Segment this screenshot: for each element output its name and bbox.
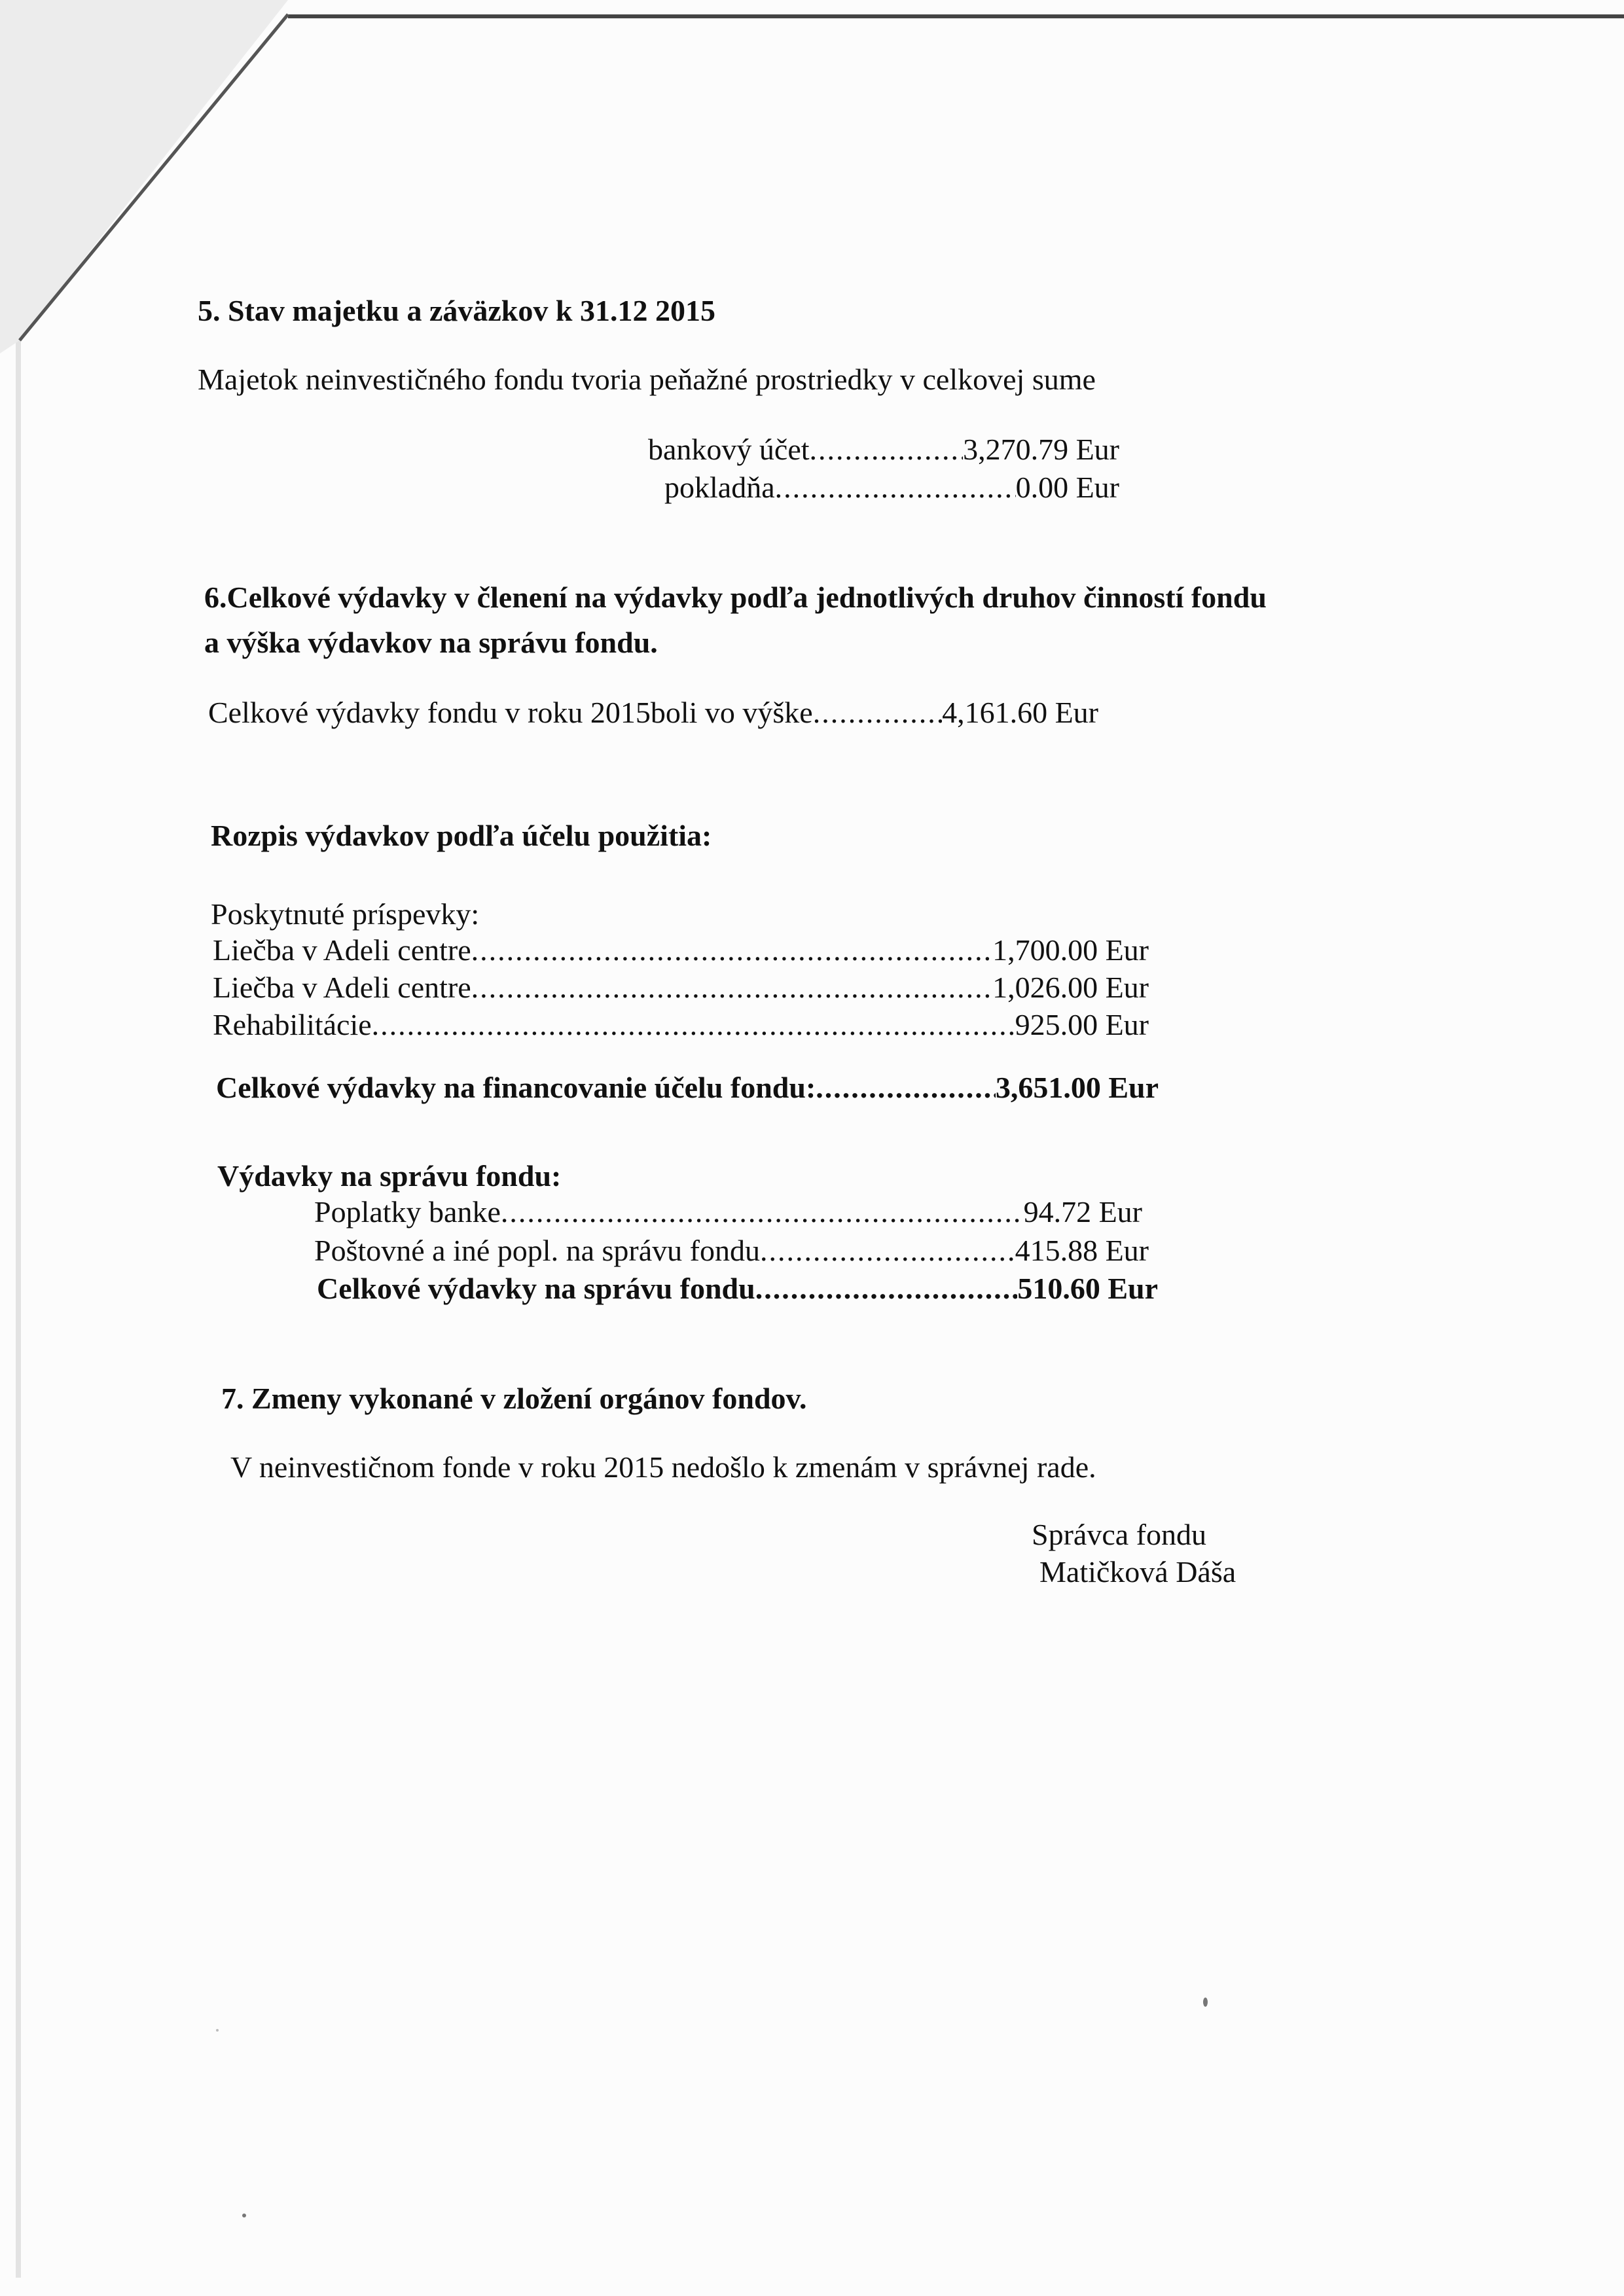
admin-label: Poplatky banke bbox=[314, 1195, 501, 1229]
total-expenses-value: 4,161.60 Eur bbox=[942, 696, 1098, 729]
contribution-row bbox=[213, 933, 1149, 967]
scan-top-edge bbox=[288, 14, 1624, 18]
scan-speck bbox=[216, 2029, 219, 2032]
dot-leader bbox=[810, 432, 964, 467]
section7-text: V neinvestičnom fonde v roku 2015 nedošlo k zmenám v správnej rade. bbox=[230, 1450, 1096, 1484]
contribution-row bbox=[213, 1007, 1149, 1042]
purpose-total-value: 3,651.00 Eur bbox=[995, 1071, 1159, 1104]
contribution-label: Liečba v Adeli centre bbox=[213, 971, 471, 1004]
section6-heading-line1: 6.Celkové výdavky v členení na výdavky podľa jednotlivých druhov činností fondu bbox=[204, 581, 1267, 614]
signature-role: Správca fondu bbox=[1032, 1518, 1206, 1551]
purpose-total-row bbox=[216, 1070, 1159, 1105]
dot-leader bbox=[816, 1070, 996, 1105]
dot-leader bbox=[471, 933, 992, 967]
contribution-label: Liečba v Adeli centre bbox=[213, 933, 471, 967]
admin-total-label: Celkové výdavky na správu fondu bbox=[317, 1272, 755, 1305]
dot-leader bbox=[471, 970, 992, 1005]
admin-row bbox=[314, 1194, 1142, 1229]
admin-value: 415.88 Eur bbox=[1015, 1234, 1149, 1267]
dot-leader bbox=[501, 1194, 1024, 1229]
contributions-subheading: Poskytnuté príspevky: bbox=[211, 897, 480, 931]
purpose-total-label: Celkové výdavky na financovanie účelu fondu: bbox=[216, 1071, 816, 1104]
dot-leader bbox=[755, 1271, 1018, 1306]
admin-value: 94.72 Eur bbox=[1023, 1195, 1142, 1229]
scan-speck bbox=[1203, 1998, 1208, 2007]
signature-name: Matičková Dáša bbox=[1039, 1555, 1236, 1588]
admin-total-value: 510.60 Eur bbox=[1017, 1272, 1158, 1305]
asset-label: pokladňa bbox=[664, 471, 775, 504]
contribution-label: Rehabilitácie bbox=[213, 1008, 372, 1041]
section5-intro: Majetok neinvestičného fondu tvoria peňažné prostriedky v celkovej sume bbox=[198, 363, 1096, 396]
section7-heading: 7. Zmeny vykonané v zložení orgánov fondov. bbox=[221, 1382, 807, 1415]
dot-leader bbox=[813, 695, 942, 730]
total-expenses-label: Celkové výdavky fondu v roku 2015boli vo výške bbox=[208, 696, 813, 729]
section5-heading: 5. Stav majetku a záväzkov k 31.12 2015 bbox=[198, 294, 715, 327]
asset-value: 3,270.79 Eur bbox=[963, 433, 1119, 466]
scan-speck bbox=[242, 2214, 246, 2217]
contribution-value: 1,026.00 Eur bbox=[992, 971, 1149, 1004]
admin-label: Poštovné a iné popl. na správu fondu bbox=[314, 1234, 760, 1267]
dot-leader bbox=[775, 470, 1016, 505]
breakdown-heading: Rozpis výdavkov podľa účelu použitia: bbox=[211, 819, 712, 852]
section6-heading-line2: a výška výdavkov na správu fondu. bbox=[204, 626, 658, 659]
total-expenses-row bbox=[208, 695, 1098, 730]
dot-leader bbox=[372, 1007, 1015, 1042]
contribution-value: 925.00 Eur bbox=[1015, 1008, 1149, 1041]
asset-row-bank bbox=[648, 432, 1119, 467]
asset-row-cash bbox=[664, 470, 1119, 505]
contribution-value: 1,700.00 Eur bbox=[992, 933, 1149, 967]
dot-leader bbox=[760, 1233, 1015, 1268]
asset-label: bankový účet bbox=[648, 433, 810, 466]
asset-value: 0.00 Eur bbox=[1015, 471, 1119, 504]
admin-row bbox=[314, 1233, 1149, 1268]
admin-total-row bbox=[317, 1271, 1158, 1306]
contribution-row bbox=[213, 970, 1149, 1005]
scan-left-edge bbox=[16, 314, 21, 2278]
admin-heading: Výdavky na správu fondu: bbox=[217, 1159, 562, 1193]
